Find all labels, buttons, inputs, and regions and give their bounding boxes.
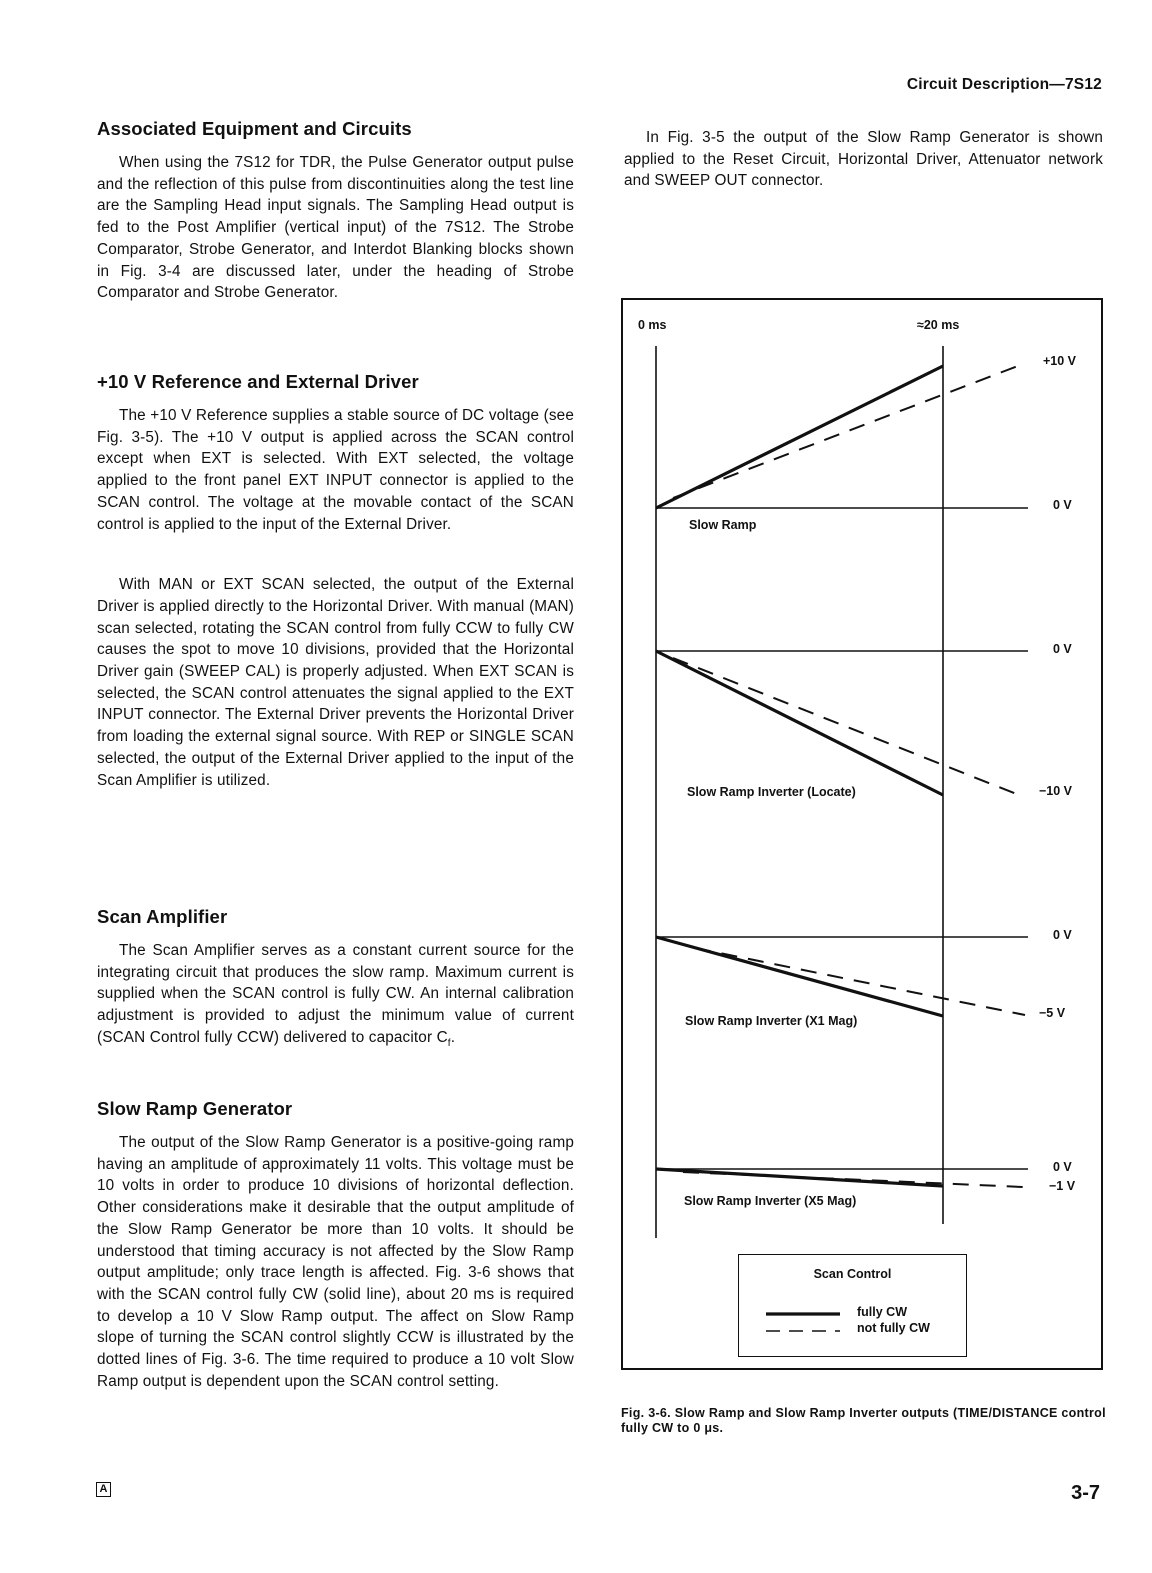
paragraph: The +10 V Reference supplies a stable source of DC voltage (see Fig. 3-5). The +10 V output is applied across the SCAN control except when EXT is selected. With EXT selected, the voltage applied to the front panel EXT INPUT connector is applied to the SCAN control. The voltage at the movable contact of the SCAN control is applied to the input of the External Driver. bbox=[97, 407, 574, 533]
revision-mark-icon: A bbox=[96, 1482, 111, 1497]
panel-1-name: Slow Ramp bbox=[689, 518, 757, 532]
panel-1-end-label: +10 V bbox=[1043, 354, 1077, 368]
legend-swatches bbox=[739, 1255, 968, 1358]
panel-2-end-label: −10 V bbox=[1039, 784, 1073, 798]
waveform-diagram bbox=[623, 300, 1105, 1372]
paragraph: With MAN or EXT SCAN selected, the output of the External Driver is applied directly to the Horizontal Driver. With manual (MAN) scan selected, rotating the SCAN control from fully CCW to fully CW causes the spot to move 10 divisions, provided that the Horizontal Driver gain (SWEEP CAL) is properly adjusted. When EXT SCAN is selected, the SCAN control attenuates the signal applied to the EXT INPUT connector. The External Driver prevents the Horizontal Driver from loading the external signal source. With REP or SINGLE SCAN selected, the output of the External Driver applied to the input of the Scan Amplifier is utilized. bbox=[97, 576, 574, 789]
panel-2-zero-label: 0 V bbox=[1053, 642, 1072, 656]
figure-caption: Fig. 3-6. Slow Ramp and Slow Ramp Inverter outputs (TIME/DISTANCE control fully CW to 0 μs. bbox=[621, 1406, 1106, 1435]
panel-4-name: Slow Ramp Inverter (X5 Mag) bbox=[684, 1194, 857, 1208]
paragraph: The output of the Slow Ramp Generator is a positive-going ramp having an amplitude of approximately 11 volts. This voltage must be 10 volts in order to produce 10 divisions of horizontal deflection. Other considerations make it desirable that the output amplitude of the Slow Ramp Generator be more than 10 volts. It should be understood that timing accuracy is not affected by the Slow Ramp output amplitude; only trace length is affected. Fig. 3-6 shows that with the SCAN control fully CW (solid line), about 20 ms is required to develop a 10 V Slow Ramp output. The affect on Slow Ramp slope of turning the SCAN control slightly CCW is illustrated by the dotted lines of Fig. 3-6. The time required to produce a 10 volt Slow Ramp output is dependent upon the SCAN control setting. bbox=[97, 1134, 574, 1390]
section-slow-ramp-generator bbox=[97, 1098, 574, 1392]
time-label-end: ≈20 ms bbox=[917, 318, 960, 332]
panel-4-zero-label: 0 V bbox=[1053, 1160, 1072, 1174]
legend-item-dashed: not fully CW bbox=[857, 1321, 930, 1335]
panel-3-end-label: −5 V bbox=[1039, 1006, 1066, 1020]
paragraph: The Scan Amplifier serves as a constant current source for the integrating circuit that produces the slow ramp. Maximum current is supplied when the SCAN control is fully CW. An internal calibration adjustment is provided to adjust the minimum value of current (SCAN Control fully CCW) delivered to capacitor $C_f$. bbox=[97, 942, 574, 1049]
section-associated-equipment bbox=[97, 118, 574, 304]
figure-3-6 bbox=[621, 298, 1103, 1370]
paragraph: When using the 7S12 for TDR, the Pulse Generator output pulse and the reflection of this pulse from discontinuities along the test line are the Sampling Head input signals. The Sampling Head output is fed to the Post Amplifier (vertical input) of the 7S12. The Strobe Comparator, Strobe Generator, and Interdot Blanking blocks shown in Fig. 3-4 are discussed later, under the heading of Strobe Comparator and Strobe Generator. bbox=[97, 154, 574, 302]
legend-item-solid: fully CW bbox=[857, 1305, 907, 1319]
time-label-start: 0 ms bbox=[638, 318, 667, 332]
panel-2-name: Slow Ramp Inverter (Locate) bbox=[687, 785, 856, 799]
page-number: 3-7 bbox=[1071, 1482, 1100, 1504]
section-reference-external-driver bbox=[97, 371, 574, 791]
section-scan-amplifier bbox=[97, 906, 574, 1055]
section-heading: Associated Equipment and Circuits bbox=[97, 118, 412, 139]
section-heading: Scan Amplifier bbox=[97, 906, 228, 927]
section-heading: +10 V Reference and External Driver bbox=[97, 371, 419, 392]
right-column bbox=[624, 127, 1103, 192]
legend-title: Scan Control bbox=[813, 1267, 892, 1281]
panel-1-zero-label: 0 V bbox=[1053, 498, 1072, 512]
panel-4-end-label: −1 V bbox=[1049, 1179, 1076, 1193]
panel-3-zero-label: 0 V bbox=[1053, 928, 1072, 942]
panel-3-name: Slow Ramp Inverter (X1 Mag) bbox=[685, 1014, 858, 1028]
section-heading: Slow Ramp Generator bbox=[97, 1098, 293, 1119]
paragraph: In Fig. 3-5 the output of the Slow Ramp Generator is shown applied to the Reset Circuit, Horizontal Driver, Attenuator network and SWEEP OUT connector. bbox=[624, 129, 1103, 190]
running-head: Circuit Description—7S12 bbox=[906, 76, 1102, 93]
legend bbox=[738, 1254, 967, 1357]
